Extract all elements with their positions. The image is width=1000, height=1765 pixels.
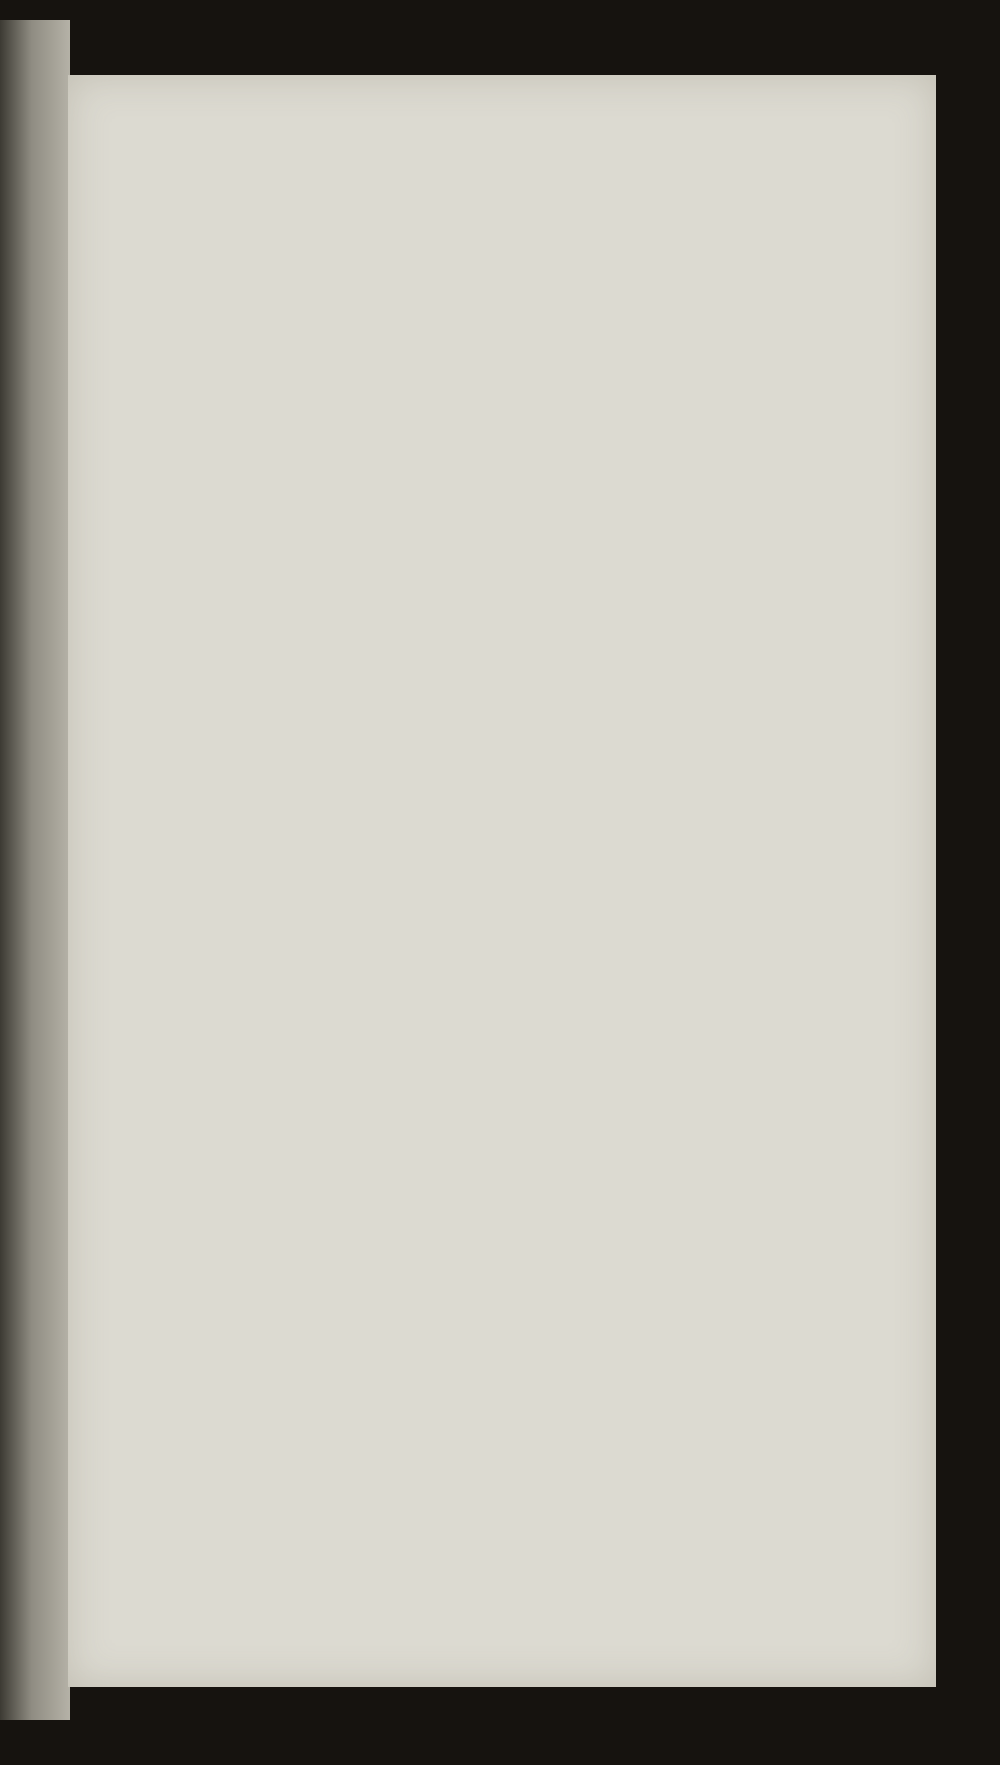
digitization-footer [984, 1746, 994, 1759]
adjacent-page-edge [0, 20, 70, 1720]
book-page [68, 75, 936, 1687]
